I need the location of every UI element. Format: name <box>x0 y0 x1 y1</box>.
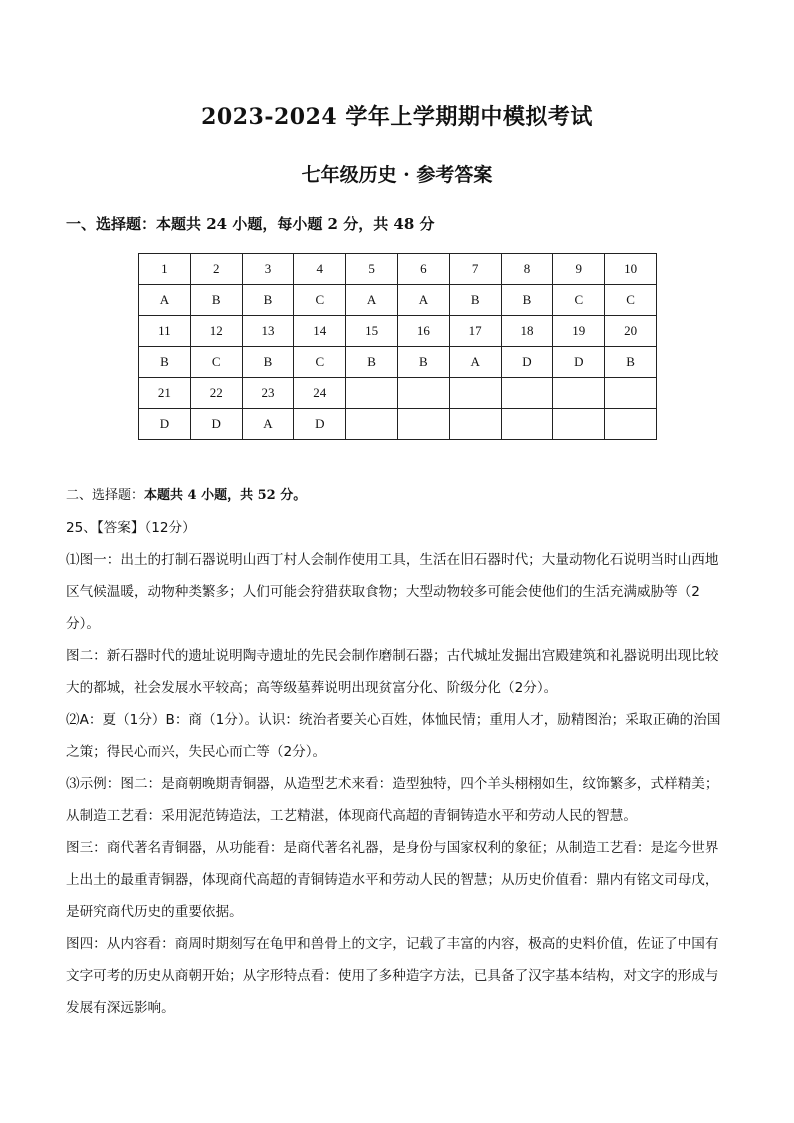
answer-table-cell: 14 <box>294 316 346 347</box>
answer-table-cell: 1 <box>139 254 191 285</box>
answer-table-cell <box>553 409 605 440</box>
answer-table-cell: C <box>294 285 346 316</box>
answer-table-cell <box>346 409 398 440</box>
answer-table-cell: 6 <box>397 254 449 285</box>
answer-table-cell: 17 <box>449 316 501 347</box>
answer-table-cell: A <box>449 347 501 378</box>
answer-table-cell: 4 <box>294 254 346 285</box>
answer-table-cell: 16 <box>397 316 449 347</box>
answer-table-cell: C <box>294 347 346 378</box>
q25-answer <box>66 512 726 1024</box>
answer-table-cell: B <box>397 347 449 378</box>
answer-table-cell <box>605 378 657 409</box>
answer-table-cell: B <box>242 285 294 316</box>
answer-table-cell: 9 <box>553 254 605 285</box>
answer-table-cell: A <box>242 409 294 440</box>
answer-table-cell: 22 <box>190 378 242 409</box>
answer-table-cell: A <box>397 285 449 316</box>
answer-table-cell: D <box>294 409 346 440</box>
answer-table-cell <box>553 378 605 409</box>
answer-table-cell: 5 <box>346 254 398 285</box>
answer-table-cell: 12 <box>190 316 242 347</box>
answer-table-row <box>139 254 657 285</box>
answer-table-cell: B <box>449 285 501 316</box>
answer-table-cell <box>397 409 449 440</box>
exam-subtitle: 七年级历史 · 参考答案 <box>301 164 493 186</box>
answer-table-cell: 7 <box>449 254 501 285</box>
answer-table-cell: B <box>346 347 398 378</box>
answer-table-cell: 15 <box>346 316 398 347</box>
answer-table-cell: C <box>605 285 657 316</box>
answer-table-row <box>139 409 657 440</box>
answer-table-row <box>139 316 657 347</box>
answer-paragraph: ⑴图一：出土的打制石器说明山西丁村人会制作使用工具，生活在旧石器时代；大量动物化石说明当时山西地区气候温暖，动物种类繁多；人们可能会狩猎获取食物；大型动物较多可能会使他们的生活充满威胁等（2分）。 <box>66 552 719 632</box>
q25-label: 25、【答案】（12分） <box>66 520 196 536</box>
answer-table-row <box>139 378 657 409</box>
answer-table-cell: 2 <box>190 254 242 285</box>
answer-table-cell: 19 <box>553 316 605 347</box>
answer-table-cell: 3 <box>242 254 294 285</box>
section1-heading: 一、选择题：本题共 24 小题，每小题 2 分，共 48 分 <box>66 215 435 233</box>
answer-table-cell: 11 <box>139 316 191 347</box>
answer-table-row <box>139 347 657 378</box>
answer-table-cell: 8 <box>501 254 553 285</box>
answer-table-cell <box>397 378 449 409</box>
answer-table-cell <box>501 409 553 440</box>
section2-heading-detail: 本题共 4 小题，共 52 分。 <box>144 488 307 503</box>
answer-table-cell: D <box>501 347 553 378</box>
answer-table-cell: D <box>139 409 191 440</box>
answer-table-cell <box>449 378 501 409</box>
answer-table-cell: D <box>553 347 605 378</box>
answer-table-cell: 20 <box>605 316 657 347</box>
answer-table-cell: B <box>139 347 191 378</box>
section2-heading-prefix: 二、选择题： <box>66 488 145 503</box>
answer-table-cell: 13 <box>242 316 294 347</box>
answer-table-cell <box>501 378 553 409</box>
answer-table-cell: C <box>190 347 242 378</box>
answer-table-cell: 21 <box>139 378 191 409</box>
answer-table-cell: C <box>553 285 605 316</box>
answer-table-cell: 24 <box>294 378 346 409</box>
answer-paragraph: 图二：新石器时代的遗址说明陶寺遗址的先民会制作磨制石器；古代城址发掘出宫殿建筑和礼器说明出现比较大的都城，社会发展水平较高；高等级墓葬说明出现贫富分化、阶级分化（2分）。 <box>66 648 719 696</box>
answer-paragraph: ⑶示例：图二：是商朝晚期青铜器，从造型艺术来看：造型独特，四个羊头栩栩如生，纹饰繁多，式样精美；从制造工艺看：采用泥范铸造法，工艺精湛，体现商代高超的青铜铸造水平和劳动人民的智慧。 <box>66 776 719 824</box>
answer-table-cell: B <box>605 347 657 378</box>
answer-table-cell: B <box>242 347 294 378</box>
answer-table-row <box>139 285 657 316</box>
section2-heading <box>66 484 306 503</box>
answer-table <box>138 253 657 440</box>
answer-table-cell <box>449 409 501 440</box>
answer-paragraph: 图四：从内容看：商周时期刻写在龟甲和兽骨上的文字，记载了丰富的内容，极高的史料价值，佐证了中国有文字可考的历史从商朝开始；从字形特点看：使用了多种造字方法，已具备了汉字基本结构，对文字的形成与发展有深远影响。 <box>66 936 719 1016</box>
answer-table-cell: D <box>190 409 242 440</box>
answer-table-cell: A <box>346 285 398 316</box>
answer-table-cell <box>605 409 657 440</box>
answer-paragraph: 图三：商代著名青铜器，从功能看：是商代著名礼器，是身份与国家权利的象征；从制造工艺看：是迄今世界上出土的最重青铜器，体现商代高超的青铜铸造水平和劳动人民的智慧；从历史价值看：鼎内有铭文司母戊，是研究商代历史的重要依据。 <box>66 840 719 920</box>
answer-paragraph: ⑵A：夏（1分）B：商（1分）。认识：统治者要关心百姓，体恤民情；重用人才，励精图治；采取正确的治国之策；得民心而兴，失民心而亡等（2分）。 <box>66 712 721 760</box>
answer-table-cell: B <box>190 285 242 316</box>
answer-table-cell <box>346 378 398 409</box>
answer-table-cell: 23 <box>242 378 294 409</box>
answer-table-cell: 18 <box>501 316 553 347</box>
answer-table-cell: A <box>139 285 191 316</box>
answer-table-cell: B <box>501 285 553 316</box>
exam-title: 2023-2024 学年上学期期中模拟考试 <box>201 104 593 130</box>
answer-table-cell: 10 <box>605 254 657 285</box>
